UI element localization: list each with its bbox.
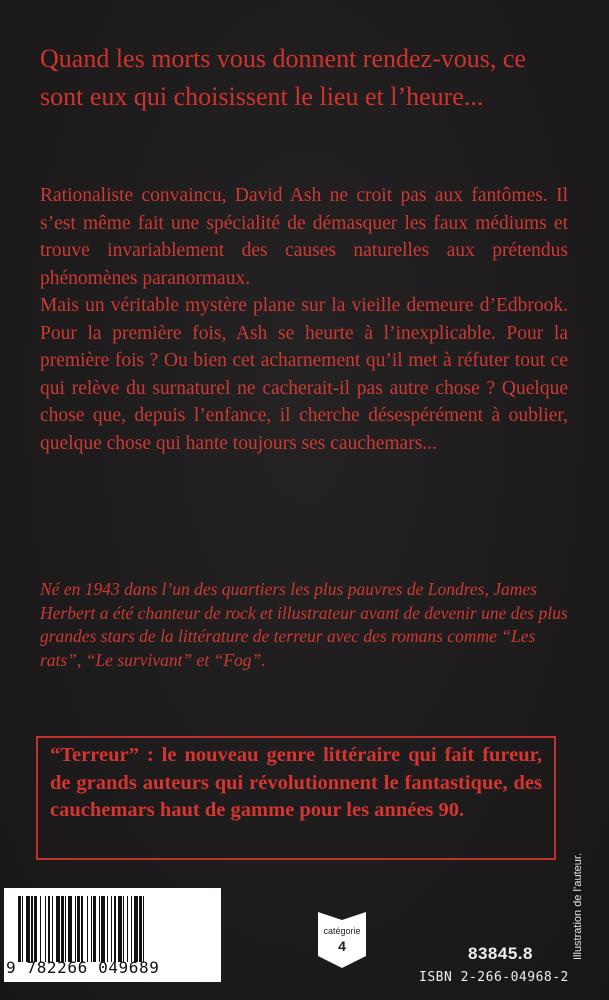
barcode-bars [18,896,216,962]
author-bio: Né en 1943 dans l’un des quartiers les plus pauvres de Londres, James Herbert a été chanteur de rock et illustrateur avant de devenir une des plus grandes stars de la littérature de terreur avec des romans comme “Les rats”, “Le survivant” et “Fog”. [40,579,568,670]
category-badge [318,912,366,968]
synopsis-paragraph-1: Rationaliste convaincu, David Ash ne croit pas aux fantômes. Il s’est même fait une spécialité de démasquer les faux médiums et trouve invariablement des causes naturelles aux prétendus phénomènes paranormaux. [40,185,568,289]
synopsis-paragraph-2: Mais un véritable mystère plane sur la vieille demeure d’Edbrook. Pour la première fois, Ash se heurte à l’inexplicable. Pour la première fois ? Ou bien cet acharnement qu’il met à réfuter tout ce qui relève du surnaturel ne cacherait-il pas autre chose ? Quelque chose que, depuis l’enfance, il cherche désespérément à oublier, quelque chose qui hante toujours ses cauchemars... [40,295,568,454]
promo-box: “Terreur” : le nouveau genre littéraire qui fait fureur, de grands auteurs qui révolutionnent le fantastique, des cauchemars haut de gamme pour les années 90. [36,736,556,860]
product-code: 83845.8 [468,944,533,963]
barcode-digits: 9 782266 049689 [6,958,160,977]
barcode [4,888,221,982]
category-label: catégorie [323,926,361,936]
barcode-bar [144,896,147,962]
synopsis [40,182,568,457]
tagline: Quand les morts vous donnent rendez-vous, ce sont eux qui choisissent le lieu et l’heure... [40,44,526,111]
illustration-credit: Illustration de l’auteur. [572,852,584,960]
category-number: 4 [338,938,346,954]
isbn: ISBN 2-266-04968-2 [419,970,569,985]
